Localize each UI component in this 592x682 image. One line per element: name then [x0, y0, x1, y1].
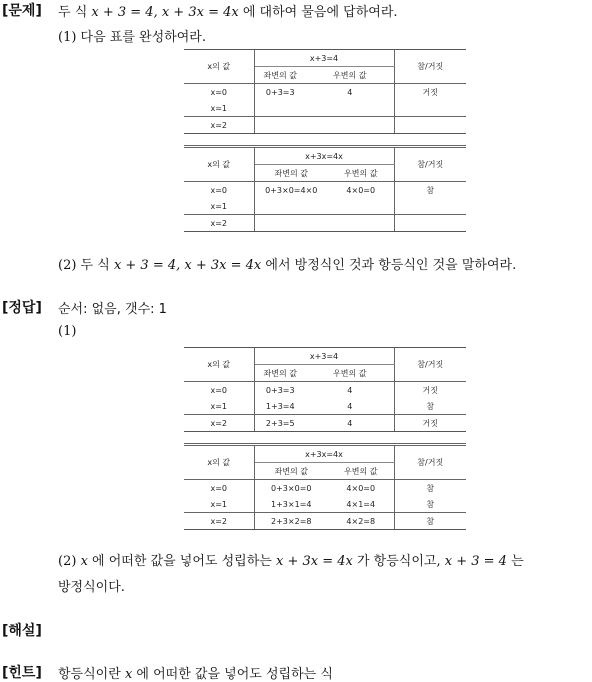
stem-prefix: 두 식	[58, 5, 88, 20]
answer-order-line: 순서: 없음, 갯수: 1	[58, 302, 167, 317]
equation-text: x + 3 = 4	[444, 554, 507, 569]
hint-text-b: 에 어떠한 값을 넣어도 성립하는 식	[136, 667, 333, 682]
right-value-cell: 4	[306, 84, 394, 101]
q2-prefix: (2) 두 식	[58, 258, 110, 273]
stem-equation: x + 3 = 4, x + 3x = 4x	[91, 5, 239, 20]
true-false-header: 참/거짓	[394, 445, 466, 480]
x-cell: x=0	[184, 382, 254, 399]
left-side-header: 좌변의 값	[254, 165, 328, 182]
explanation-tag: [해설]	[2, 623, 42, 639]
left-value-cell: 0+3×0=4×0	[265, 185, 318, 195]
left-value-cell: 0+3=3	[265, 87, 295, 97]
right-side-header: 우변의 값	[306, 67, 394, 84]
x-cell: x=0	[184, 480, 254, 497]
q2-equation: x + 3 = 4, x + 3x = 4x	[113, 258, 262, 273]
left-value-cell: 0+3×0=0	[271, 483, 312, 493]
left-value-cell: 1+3×1=4	[271, 499, 312, 509]
problem-stem	[58, 1, 398, 20]
true-false-cell: 거짓	[422, 385, 438, 395]
x-value-header: x의 값	[184, 147, 254, 182]
equation-header: x+3=4	[254, 50, 394, 67]
right-value-cell: 4×0=0	[328, 182, 394, 199]
part-2-text: 가 항등식이고,	[356, 554, 441, 569]
right-side-header: 우변의 값	[328, 463, 394, 480]
left-side-header: 좌변의 값	[254, 463, 328, 480]
answer-part-2-line-2: 방정식이다.	[58, 580, 125, 595]
x-cell: x=0	[184, 84, 254, 101]
true-false-cell: 참	[426, 483, 435, 493]
equation-header: x+3x=4x	[254, 147, 394, 165]
variable-x: x	[124, 667, 133, 682]
true-false-header: 참/거짓	[394, 50, 466, 84]
part-2-text: 는	[511, 554, 524, 569]
answer-tag: [정답]	[2, 300, 42, 316]
q2-suffix: 에서 방정식인 것과 항등식인 것을 말하여라.	[265, 258, 517, 273]
x-value-header: x의 값	[184, 50, 254, 84]
hint-tag: [힌트]	[2, 665, 42, 681]
x-value-header: x의 값	[184, 348, 254, 382]
answer-sub-1: (1)	[58, 324, 77, 339]
right-value-cell: 4×0=0	[328, 480, 394, 497]
x-cell: x=1	[184, 100, 254, 117]
problem-table-2	[184, 145, 466, 232]
true-false-cell	[394, 117, 466, 134]
true-false-cell: 참	[426, 185, 435, 195]
true-false-cell	[394, 215, 466, 232]
true-false-cell: 참	[426, 499, 435, 509]
right-value-cell	[328, 198, 394, 215]
true-false-cell: 참	[426, 401, 435, 411]
answer-table-2	[184, 443, 466, 530]
part-2-label: (2)	[58, 554, 77, 569]
x-cell: x=2	[184, 117, 254, 134]
left-value-cell	[254, 117, 306, 134]
x-cell: x=2	[184, 415, 254, 432]
right-value-cell: 4×1=4	[328, 496, 394, 513]
right-value-cell	[306, 117, 394, 134]
left-value-cell: 1+3=4	[265, 401, 295, 411]
left-value-cell: 0+3=3	[265, 385, 295, 395]
hint-text-a: 항등식이란	[58, 667, 121, 682]
question-1: (1) 다음 표를 완성하여라.	[58, 30, 206, 45]
right-value-cell	[306, 100, 394, 117]
true-false-cell: 참	[394, 513, 466, 530]
x-cell: x=2	[184, 513, 254, 530]
problem-table-1	[184, 49, 466, 134]
identity-equation: x + 3x = 4x	[275, 554, 353, 569]
right-value-cell: 4×2=8	[328, 513, 394, 530]
answer-part-2	[58, 550, 524, 569]
true-false-cell	[394, 100, 466, 117]
left-value-cell: 2+3×2=8	[254, 513, 328, 530]
true-false-header: 참/거짓	[394, 147, 466, 182]
problem-tag: [문제]	[2, 3, 42, 19]
part-2-text: 에 어떠한 값을 넣어도 성립하는	[92, 554, 272, 569]
true-false-cell	[394, 198, 466, 215]
equation-header: x+3x=4x	[254, 445, 394, 463]
question-2	[58, 254, 516, 273]
x-cell: x=1	[184, 398, 254, 415]
x-cell: x=1	[184, 496, 254, 513]
left-value-cell	[254, 100, 306, 117]
variable-x: x	[80, 554, 88, 569]
right-side-header: 우변의 값	[328, 165, 394, 182]
answer-table-1	[184, 347, 466, 432]
right-value-cell: 4	[306, 398, 394, 415]
x-cell: x=1	[184, 198, 254, 215]
x-value-header: x의 값	[184, 445, 254, 480]
right-value-cell: 4	[306, 415, 394, 432]
stem-suffix: 에 대하여 물음에 답하여라.	[242, 5, 398, 20]
left-side-header: 좌변의 값	[254, 67, 306, 84]
equation-header: x+3=4	[254, 348, 394, 365]
left-value-cell	[254, 215, 328, 232]
right-side-header: 우변의 값	[306, 365, 394, 382]
hint-text	[58, 663, 333, 682]
left-side-header: 좌변의 값	[254, 365, 306, 382]
left-value-cell	[254, 198, 328, 215]
x-cell: x=0	[184, 182, 254, 199]
right-value-cell: 4	[306, 382, 394, 399]
true-false-cell: 거짓	[394, 415, 466, 432]
true-false-header: 참/거짓	[394, 348, 466, 382]
left-value-cell: 2+3=5	[254, 415, 306, 432]
true-false-cell: 거짓	[422, 87, 438, 97]
x-cell: x=2	[184, 215, 254, 232]
right-value-cell	[328, 215, 394, 232]
